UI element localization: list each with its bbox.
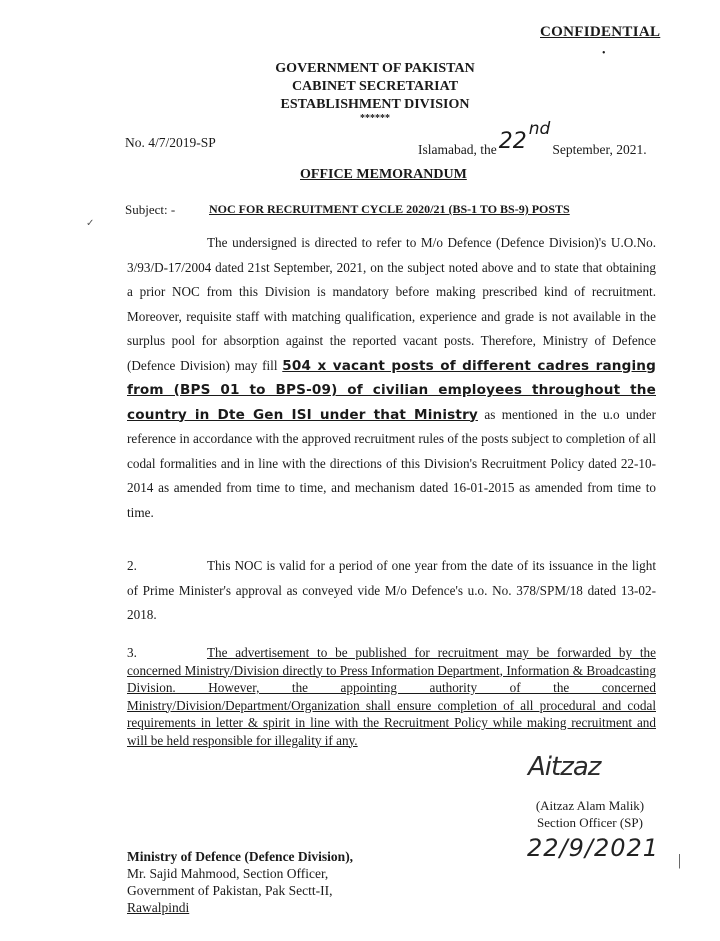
stray-mark: • <box>602 48 606 59</box>
signature: Aitzaz <box>528 752 601 782</box>
paragraph-1-part-2: as mentioned in the u.o under reference in accordance with the approved recruitment rules of the posts subject to completion of all codal formalities and in line with the directions of this Division's Recruitment Policy dated 22-10-2014 as amended from time to time, and mechanism dated 16-01-2015 as amended from time to time. <box>127 406 656 520</box>
confidential-label: CONFIDENTIAL <box>540 24 661 40</box>
subject-label: Subject: - <box>125 202 176 217</box>
addressee-line-2: Government of Pakistan, Pak Sectt-II, <box>127 883 333 898</box>
paragraph-1-highlight: 504 x vacant posts of different cadres ranging from (BPS 01 to BPS-09) of civilian employees throughout the country in Dte Gen ISI under that Ministry <box>127 357 657 423</box>
paragraph-2-number: 2. <box>127 558 137 573</box>
addressee-city: Rawalpindi <box>127 900 190 915</box>
paragraph-2 <box>127 554 656 628</box>
place-prefix: Islamabad, the <box>418 142 497 157</box>
margin-tick-icon: ✓ <box>86 218 95 229</box>
paragraph-2-text: This NOC is valid for a period of one year from the date of its issuance in the light of Prime Minister's approval as conveyed vide M/o Defence's u.o. No. 378/SPM/18 dated 13-02-2018. <box>127 558 656 622</box>
handwritten-date: 22/9/2021 <box>527 834 660 862</box>
reference-number: No. 4/7/2019-SP <box>125 135 216 150</box>
signatory-block <box>520 797 660 831</box>
addressee-line-1: Mr. Sajid Mahmood, Section Officer, <box>127 866 329 881</box>
paragraph-3-number: 3. <box>127 645 137 660</box>
handwritten-suffix: nd <box>528 119 551 139</box>
place-date <box>418 119 647 160</box>
month-year: September, 2021. <box>552 142 647 157</box>
handwritten-day: 22 <box>498 129 527 154</box>
addressee-block <box>127 848 353 916</box>
paragraph-1-part-1: The undersigned is directed to refer to M/o Defence (Defence Division)'s U.O.No. 3/93/D-17/2004 dated 21st September, 2021, on the subject noted above and to state that obtaining a prior NOC from this Division is mandatory before making prescribed kind of recruitment. Moreover, requisite staff with matching qualification, experience and grade is not available in the surplus pool for absorption against the reported vacant posts. Therefore, Ministry of Defence (Defence Division) may fill <box>127 235 656 373</box>
letterhead <box>240 60 510 124</box>
letterhead-line-2: CABINET SECRETARIAT <box>291 79 459 94</box>
addressee-org: Ministry of Defence (Defence Division), <box>127 849 354 864</box>
paragraph-3 <box>127 644 656 749</box>
letterhead-line-3: ESTABLISHMENT DIVISION <box>280 97 470 112</box>
paragraph-1 <box>127 231 656 525</box>
margin-mark: | <box>678 852 682 869</box>
signatory-designation: Section Officer (SP) <box>537 815 643 830</box>
signatory-name: (Aitzaz Alam Malik) <box>535 798 645 813</box>
letterhead-line-1: GOVERNMENT OF PAKISTAN <box>275 61 475 76</box>
subject-text: NOC FOR RECRUITMENT CYCLE 2020/21 (BS-1 TO BS-9) POSTS <box>209 202 570 216</box>
paragraph-3-text: The advertisement to be published for recruitment may be forwarded by the concerned Ministry/Division directly to Press Information Department, Information & Broadcasting Division. However, the appointing authority of the concerned Ministry/Division/Department/Organization shall ensure completion of all procedural and codal requirements in letter & spirit in line with the Recruitment Policy while making recruitment and will be held responsible for illegality if any. <box>127 645 656 748</box>
memo-title: OFFICE MEMORANDUM <box>300 167 467 182</box>
letterhead-stars: ****** <box>360 113 390 124</box>
